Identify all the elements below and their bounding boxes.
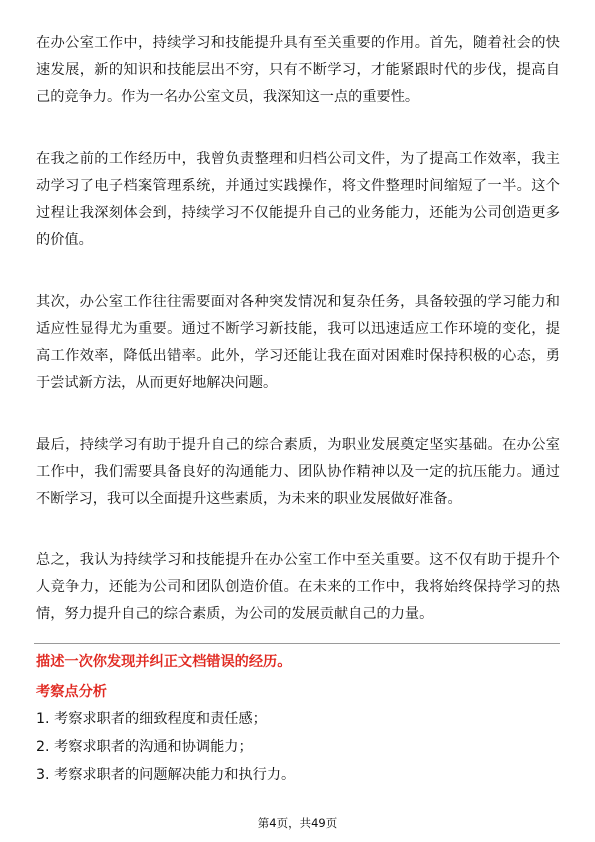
paragraph-3: 其次，办公室工作往往需要面对各种突发情况和复杂任务，具备较强的学习能力和适应性显得尤为重要。通过不断学习新技能，我可以迅速适应工作环境的变化，提高工作效率，降低出错率。此外，学习还能让我在面对困难时保持积极的心态，勇于尝试新方法，从而更好地解决问题。 [36, 294, 560, 391]
analysis-point: 2. 考察求职者的沟通和协调能力； [36, 739, 253, 755]
analysis-point: 1. 考察求职者的细致程度和责任感； [36, 711, 267, 727]
interview-question: 描述一次你发现并纠正文档错误的经历。 [36, 654, 292, 670]
page-number: 第4页，共49页 [257, 816, 338, 830]
paragraph-1: 在办公室工作中，持续学习和技能提升具有至关重要的作用。首先，随着社会的快速发展，新的知识和技能层出不穷，只有不断学习，才能紧跟时代的步伐，提高自己的竞争力。作为一名办公室文员，我深知这一点的重要性。 [36, 35, 560, 105]
paragraph-2: 在我之前的工作经历中，我曾负责整理和归档公司文件，为了提高工作效率，我主动学习了电子档案管理系统，并通过实践操作，将文件整理时间缩短了一半。这个过程让我深刻体会到，持续学习不仅能提升自己的业务能力，还能为公司创造更多的价值。 [36, 151, 560, 248]
paragraph-5: 总之，我认为持续学习和技能提升在办公室工作中至关重要。这不仅有助于提升个人竞争力，还能为公司和团队创造价值。在未来的工作中，我将始终保持学习的热情，努力提升自己的综合素质，为公司的发展贡献自己的力量。 [36, 552, 560, 622]
section-divider [34, 643, 560, 644]
paragraph-4: 最后，持续学习有助于提升自己的综合素质，为职业发展奠定坚实基础。在办公室工作中，我们需要具备良好的沟通能力、团队协作精神以及一定的抗压能力。通过不断学习，我可以全面提升这些素质，为未来的职业发展做好准备。 [36, 437, 560, 507]
analysis-point: 3. 考察求职者的问题解决能力和执行力。 [36, 767, 296, 783]
analysis-heading: 考察点分析 [36, 684, 107, 700]
